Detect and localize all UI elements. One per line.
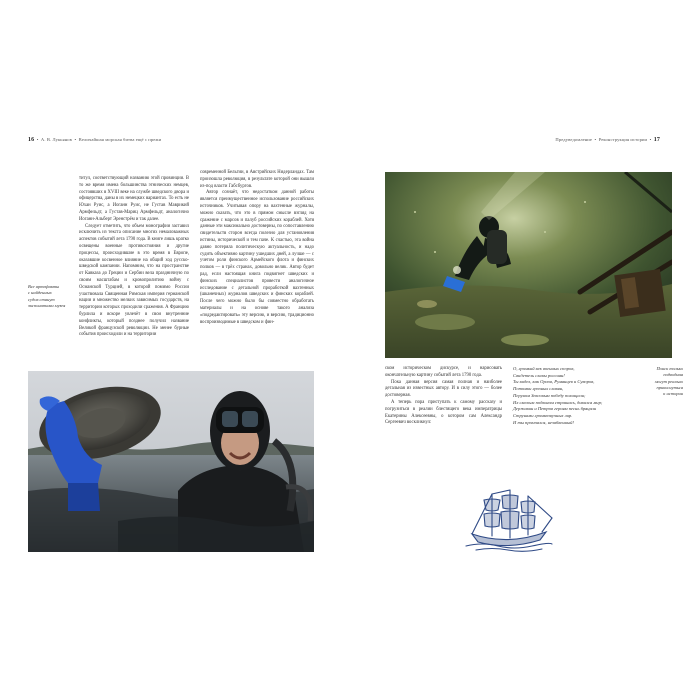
text-column-3 xyxy=(385,366,502,427)
poem-line: Ты видел, как Орлов, Румянцев и Суворов, xyxy=(513,379,595,385)
poem-line: И ты промчался, незабвенный! xyxy=(513,419,574,425)
caption-line: с найденных xyxy=(28,290,52,296)
paragraph: Следует отметить, что объем монографии заставил исключить из текста описание многих немаловажных аспектов событий лета 1790 года. В книге лишь кратко освещены военные противостояния и другие процессы, происходившие в это время в Европе, оказавшие косвенное влияние на общий ход русско-шведской кампании. Напомним, что на пространстве от Кавказа до Греции и Сербии вела праздничную по своим масштабам и кровопролитию войну с Османской Турцией, в которой помимо России участвовала Священная Римская империя германской нации и множество мелких зависимых государств, на территории которых проходили сражения. А Францию бурлила и вскоре увлечёт в свои внутренние конфликты, который позднее получил название Великой французской революции. Не менее бурные события происходили и на территории xyxy=(79,223,189,338)
sailing-ship-sketch-icon xyxy=(462,488,554,552)
caption-line: Поиск только xyxy=(656,366,683,371)
caption-line: могут реально xyxy=(654,378,683,384)
caption-line: экспонатами музея xyxy=(28,302,66,308)
page-number-right: 17 xyxy=(653,137,660,143)
caption-line: судов станут xyxy=(28,296,55,302)
poem-line: О, громкий век военных споров, xyxy=(513,366,575,371)
header-subsection: Реконструкция истории xyxy=(598,137,648,142)
paragraph: титул, соответствующий названию этой провинции. В то же время имена большинства этнических немцев, состоявших в XVIII веке на службе шведского двора и офицерства, даны в их немецких вариантах. То есть не Юхан Руис, а Иоганн Руис, не Густав Маврикий Армфельдт, а Густав-Мариц Армфельдт, аналогично Иоганн-Альберт Эренстрём и так далее. xyxy=(79,176,189,222)
poem-quote xyxy=(513,366,639,426)
poem-line: Державин и Петров героям песнь бряцали xyxy=(513,406,597,412)
caption-line: прикоснуться xyxy=(656,384,683,390)
header-author: А. В. Лукьянов xyxy=(40,137,72,142)
photo-caption-left xyxy=(28,284,78,309)
text-column-2 xyxy=(200,170,314,326)
caption-line: к истории xyxy=(663,391,683,397)
header-section: Предуведомление xyxy=(555,137,592,142)
page-number-left: 16 xyxy=(28,137,35,143)
photo-caption-right xyxy=(641,366,683,397)
caption-line: подводная xyxy=(663,372,683,378)
paragraph: современной Бельгии, в Австрийских Нидерландах. Там произошла революция, в результате которой они вышли из-под власти Габсбургов. xyxy=(200,170,314,189)
page-header-right: Предуведомление • Реконструкция истории • 17 xyxy=(555,137,660,143)
poem-line: Струнами громкозвучных лир. xyxy=(513,412,573,418)
text-column-1 xyxy=(79,176,189,339)
caption-line: Все артефакты xyxy=(28,284,60,289)
paragraph: Автор сознаёт, что недостатком данной работы является преимущественное использование российских источников. Учитывая опору на вахтенные журналы, можно сказать, что это в прямом смысле взгляд на сражение с марсов и палуб российских кораблей. Хотя данные эти максимально достоверны, по сопоставлению свидетельств сторон всегда полезно для установления истины, исторической и тем паче. К счастью, эта война давно потеряла политическую актуальность, и надо судить объективно картину ушедших дней, а лучше — с учетом роли финского Армейского флота и финских полков — в трёх странах, довольно велик. Автор будет рад, если настоящая книга подвигнет шведских и финских специалистов провести аналогичное исследование с детальной проработкой вахтенных (шканечных) журналов шведских и финских кораблей. После чего можно было бы совместно обработать материалы и на основе такого анализа «подредактировать» эту версию, и версию, традиционно воспроизводимые в шведском и фин- xyxy=(200,190,314,325)
poem-line: Перуном Зевсовым победу похищали; xyxy=(513,392,586,398)
paragraph: ском историческом дискурсе, и нарисовать окончательную картину событий лета 1790 года. xyxy=(385,366,502,378)
page-header-left: 16 • А. В. Лукьянов • Величайшая морская битва ещё с прежи xyxy=(28,137,162,143)
paragraph: Пока данная версия самая полная и наиболее детальная из известных автору. И в силу этого — более достоверная. xyxy=(385,379,502,399)
poem-line: Потомки грозных славян, xyxy=(513,386,564,392)
header-book-title: Величайшая морская битва ещё с прежи xyxy=(78,137,162,142)
underwater-diver-photo xyxy=(385,172,672,358)
diver-holding-artifact-photo xyxy=(28,371,314,552)
paragraph: А теперь пора приступать к самому рассказу и погрузиться в реалии блестящего века императрицы Екатерины Алексеевны, о котором сам Александр Сергеевич воскликнул: xyxy=(385,399,502,426)
poem-line: Их смелым подвигам страшась, дивился мир; xyxy=(513,399,603,405)
poem-line: Свидетель славы россиян! xyxy=(513,372,565,378)
